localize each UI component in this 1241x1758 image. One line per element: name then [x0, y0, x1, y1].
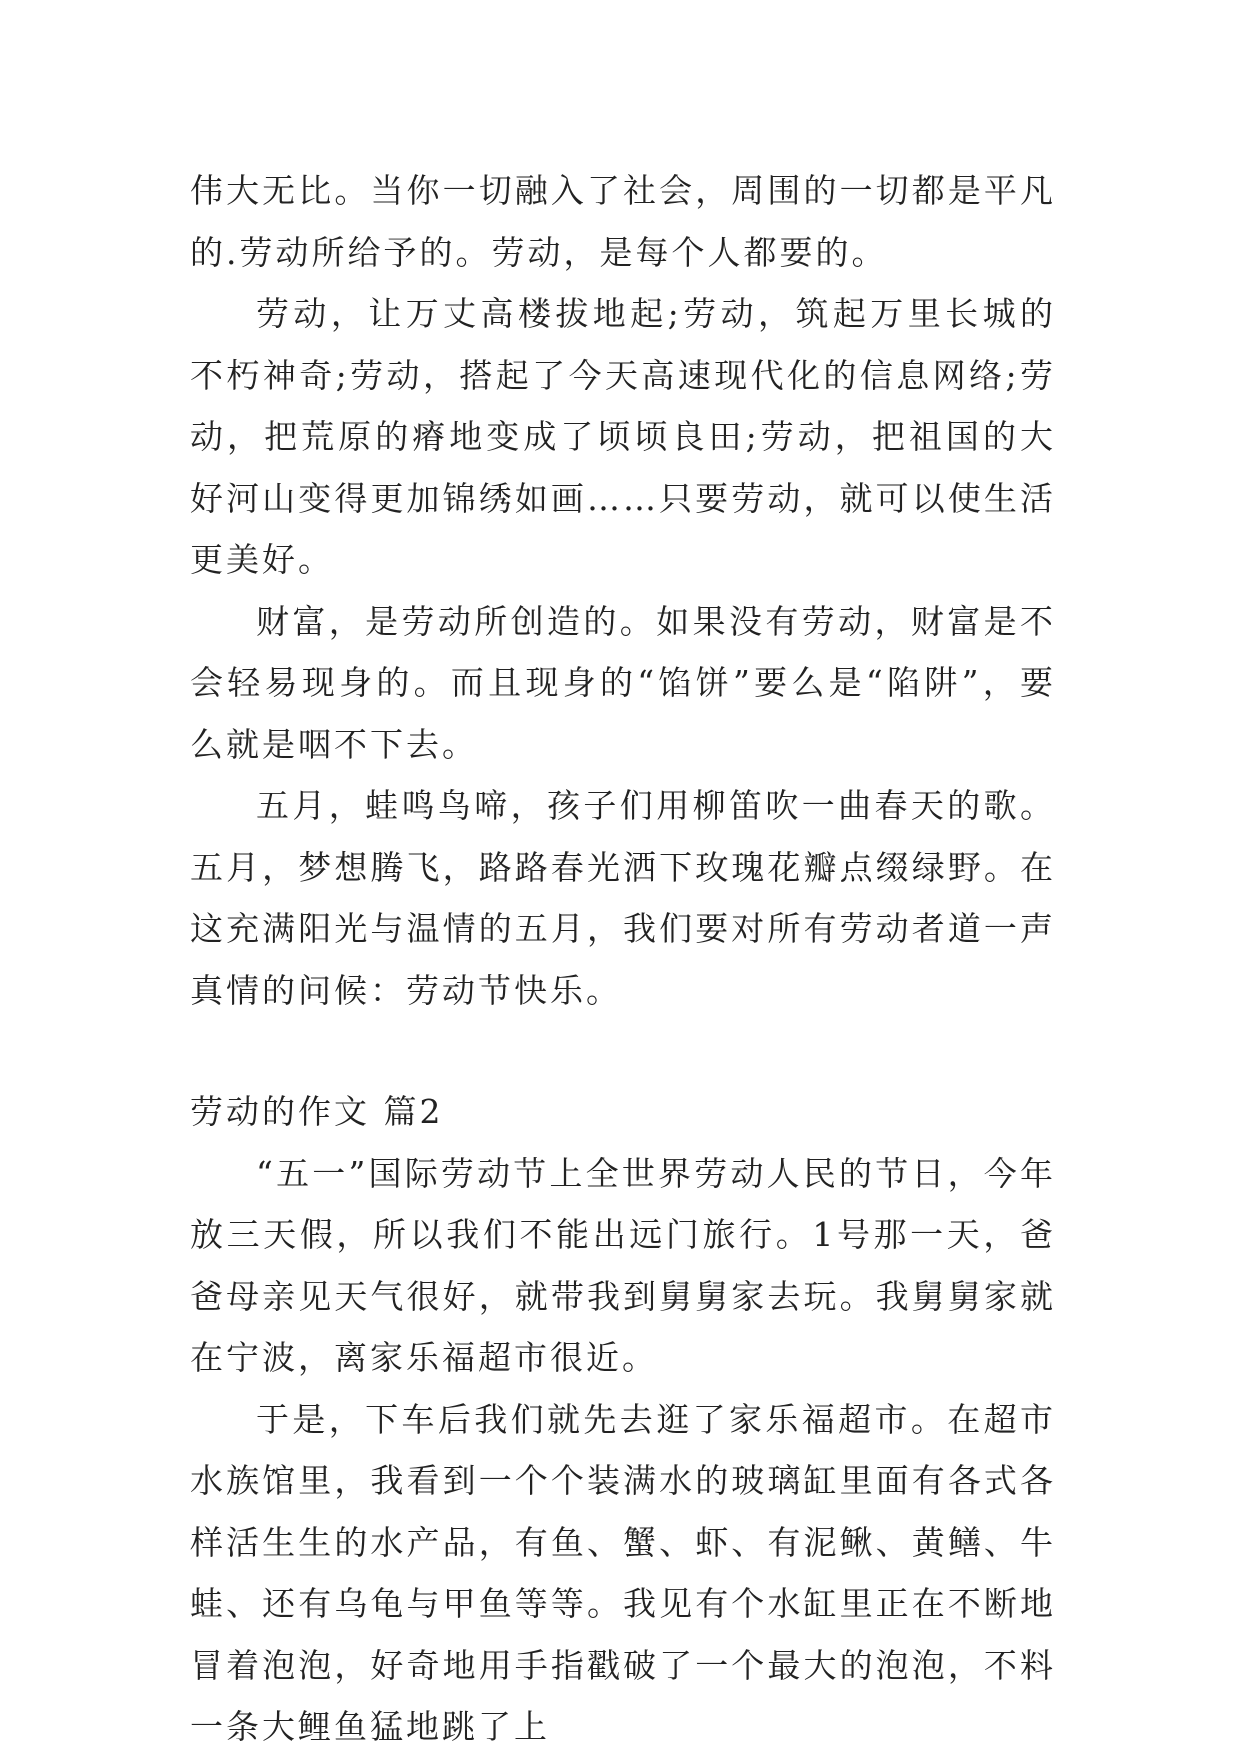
paragraph: 于是，下车后我们就先去逛了家乐福超市。在超市水族馆里，我看到一个个装满水的玻璃缸里面有各式各样活生生的水产品，有鱼、蟹、虾、有泥鳅、黄鳝、牛蛙、还有乌龟与甲鱼等等。我见有个水缸里正在不断地冒着泡泡，好奇地用手指戳破了一个最大的泡泡，不料一条大鲤鱼猛地跳了上: [190, 1399, 1056, 1746]
paragraph: 劳动，让万丈高楼拔地起;劳动，筑起万里长城的不朽神奇;劳动，搭起了今天高速现代化的信息网络;劳动，把荒原的瘠地变成了顷顷良田;劳动，把祖国的大好河山变得更加锦绣如画……只要劳动，就可以使生活更美好。: [190, 294, 1056, 579]
paragraph: 财富，是劳动所创造的。如果没有劳动，财富是不会轻易现身的。而且现身的“馅饼”要么是“陷阱”，要么就是咽不下去。: [190, 601, 1056, 764]
paragraph: “五一”国际劳动节上全世界劳动人民的节日，今年放三天假，所以我们不能出远门旅行。1号那一天，爸爸母亲见天气很好，就带我到舅舅家去玩。我舅舅家就在宁波，离家乐福超市很近。: [190, 1153, 1056, 1377]
paragraph: 五月，蛙鸣鸟啼，孩子们用柳笛吹一曲春天的歌。五月，梦想腾飞，路路春光洒下玫瑰花瓣点缀绿野。在这充满阳光与温情的五月，我们要对所有劳动者道一声真情的问候：劳动节快乐。: [190, 786, 1056, 1010]
paragraph: 伟大无比。当你一切融入了社会，周围的一切都是平凡的.劳动所给予的。劳动，是每个人都要的。: [190, 171, 1056, 272]
section-heading: 劳动的作文 篇2: [190, 1092, 444, 1131]
document-page: [190, 160, 1056, 1758]
